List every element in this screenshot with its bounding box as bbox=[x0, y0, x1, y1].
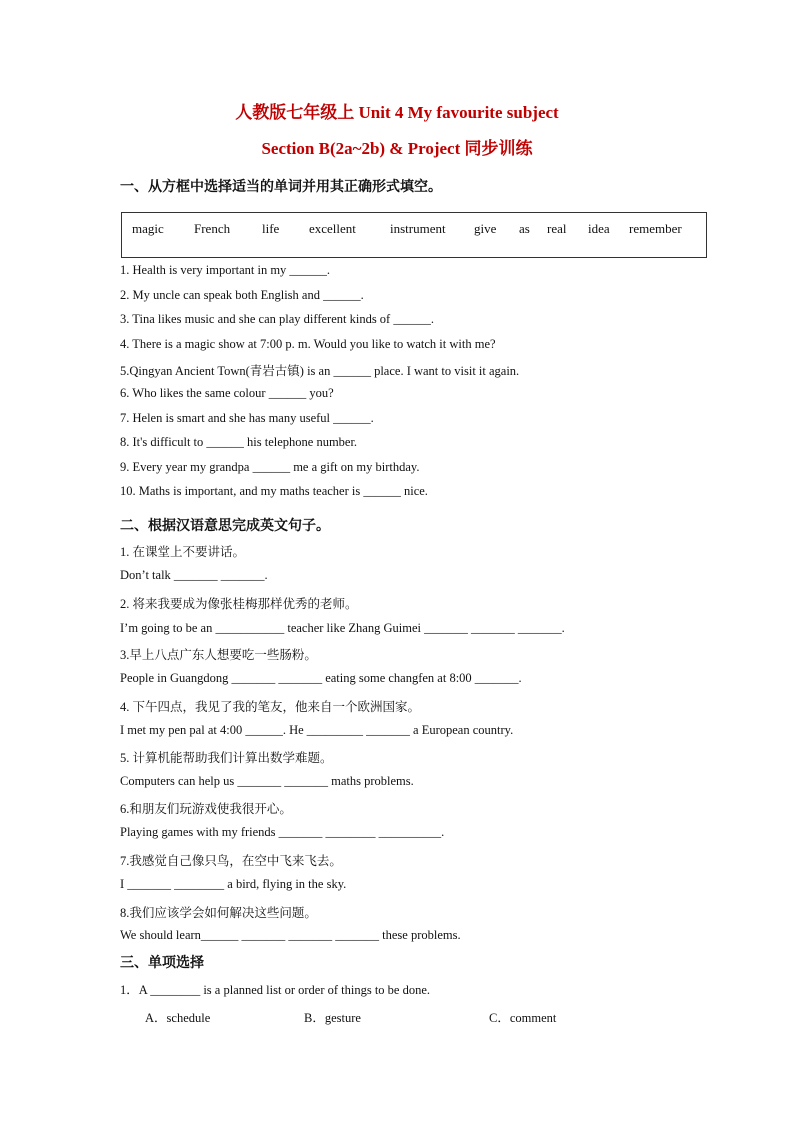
s2-chinese-prompt: 7.我感觉自己像只鸟，在空中飞来飞去。 bbox=[120, 854, 342, 868]
s3-option-b: B．gesture bbox=[304, 1011, 361, 1025]
s3-question: 1．A ________ is a planned list or order of things to be done. bbox=[120, 983, 431, 997]
word-bank-item: as bbox=[519, 221, 530, 236]
s1-question: 5.Qingyan Ancient Town(青岩古镇) is an ______ place. I want to visit it again. bbox=[120, 364, 520, 378]
s2-chinese-prompt: 2. 将来我要成为像张桂梅那样优秀的老师。 bbox=[120, 597, 358, 611]
s1-question: 9. Every year my grandpa ______ me a gift on my birthday. bbox=[120, 460, 420, 474]
s2-english-line: Computers can help us _______ _______ maths problems. bbox=[120, 774, 414, 788]
s2-english-line: Don’t talk _______ _______. bbox=[120, 568, 268, 582]
s2-chinese-prompt: 1. 在课堂上不要讲话。 bbox=[120, 545, 246, 559]
s1-question: 10. Maths is important, and my maths teacher is ______ nice. bbox=[120, 484, 428, 498]
s1-question: 8. It's difficult to ______ his telephone number. bbox=[120, 435, 358, 449]
s1-question: 4. There is a magic show at 7:00 p. m. Would you like to watch it with me? bbox=[120, 337, 496, 351]
s2-english-line: I’m going to be an ___________ teacher like Zhang Guimei _______ _______ _______. bbox=[120, 621, 565, 635]
s2-chinese-prompt: 5. 计算机能帮助我们计算出数学难题。 bbox=[120, 751, 333, 765]
s2-english-line: We should learn______ _______ _______ _______ these problems. bbox=[120, 928, 461, 942]
s2-english-line: I met my pen pal at 4:00 ______. He _________ _______ a European country. bbox=[120, 723, 514, 737]
section1-heading: 一、从方框中选择适当的单词并用其正确形式填空。 bbox=[120, 180, 442, 195]
word-bank-item: excellent bbox=[309, 221, 356, 236]
s1-question: 7. Helen is smart and she has many useful ______. bbox=[120, 411, 374, 425]
word-bank-box bbox=[121, 212, 707, 258]
section2-heading: 二、根据汉语意思完成英文句子。 bbox=[120, 519, 330, 534]
title-line-2: Section B(2a~2b) & Project 同步训练 bbox=[261, 139, 533, 158]
word-bank-item: instrument bbox=[390, 221, 446, 236]
word-bank-item: idea bbox=[588, 221, 610, 236]
section3-heading: 三、单项选择 bbox=[120, 956, 204, 971]
s2-chinese-prompt: 8.我们应该学会如何解决这些问题。 bbox=[120, 906, 317, 920]
s2-english-line: People in Guangdong _______ _______ eating some changfen at 8:00 _______. bbox=[120, 671, 522, 685]
word-bank-item: give bbox=[474, 221, 497, 236]
s3-option-c: C．comment bbox=[489, 1011, 557, 1025]
s2-chinese-prompt: 3.早上八点广东人想要吃一些肠粉。 bbox=[120, 648, 317, 662]
s2-chinese-prompt: 4. 下午四点，我见了我的笔友，他来自一个欧洲国家。 bbox=[120, 700, 421, 714]
word-bank-item: magic bbox=[132, 221, 164, 236]
word-bank-item: remember bbox=[629, 221, 682, 236]
s1-question: 2. My uncle can speak both English and ______. bbox=[120, 288, 364, 302]
s2-english-line: Playing games with my friends _______ ________ __________. bbox=[120, 825, 445, 839]
s3-option-a: A．schedule bbox=[145, 1011, 211, 1025]
word-bank-item: real bbox=[547, 221, 567, 236]
word-bank-item: life bbox=[262, 221, 280, 236]
s1-question: 1. Health is very important in my ______. bbox=[120, 263, 331, 277]
s1-question: 6. Who likes the same colour ______ you? bbox=[120, 386, 334, 400]
s1-question: 3. Tina likes music and she can play different kinds of ______. bbox=[120, 312, 434, 326]
s2-english-line: I _______ ________ a bird, flying in the sky. bbox=[120, 877, 347, 891]
word-bank-item: French bbox=[194, 221, 231, 236]
s2-chinese-prompt: 6.和朋友们玩游戏使我很开心。 bbox=[120, 802, 292, 816]
title-line-1: 人教版七年级上 Unit 4 My favourite subject bbox=[235, 103, 559, 122]
